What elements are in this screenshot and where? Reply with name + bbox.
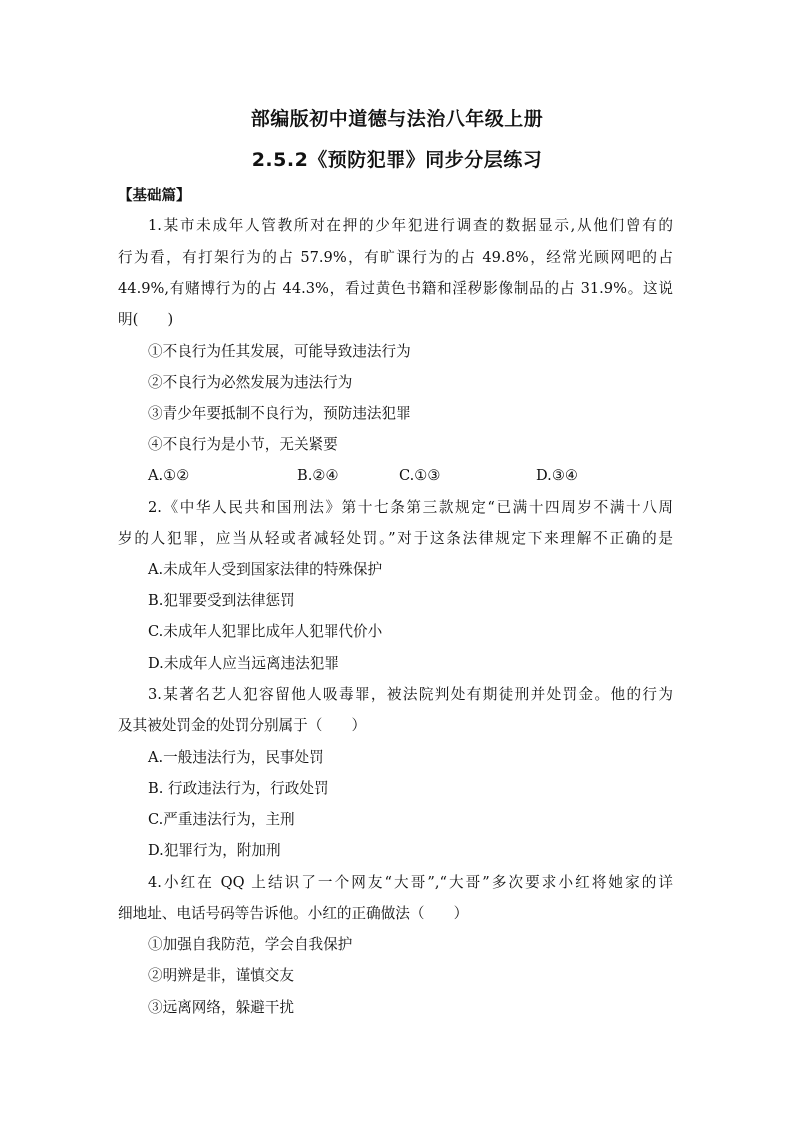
q1-option-b: B.②④: [297, 467, 339, 484]
q2-option-c: C.未成年人犯罪比成年人犯罪代价小: [148, 623, 383, 640]
q2-stem-line: 2.《中华人民共和国刑法》第十七条第三款规定“已满十四周岁不满十八周: [148, 499, 673, 516]
q2-option-d: D.未成年人应当远离违法犯罪: [148, 655, 339, 672]
q4-statement: ②明辨是非，谨慎交友: [148, 967, 294, 984]
q3-stem-line: 3.某著名艺人犯容留他人吸毒罪，被法院判处有期徒刑并处罚金。他的行为: [148, 686, 673, 703]
q3-option-c: C.严重违法行为，主刑: [148, 811, 295, 828]
q4-statement: ③远离网络，躲避干扰: [148, 999, 294, 1016]
q1-statement: ③青少年要抵制不良行为，预防违法犯罪: [148, 405, 411, 422]
q4-stem-line: 4.小红在 QQ 上结识了一个网友“大哥”,“大哥”多次要求小红将她家的详: [148, 874, 673, 891]
q1-stem-line: 44.9%,有赌博行为的占 44.3%，看过黄色书籍和淫秽影像制品的占 31.9%。这说: [118, 280, 673, 297]
q1-option-d: D.③④: [536, 467, 578, 484]
q1-statement: ④不良行为是小节，无关紧要: [148, 436, 338, 453]
q1-stem-line: 1.某市未成年人管教所对在押的少年犯进行调查的数据显示,从他们曾有的: [148, 217, 673, 234]
q1-stem-line: 行为看，有打架行为的占 57.9%，有旷课行为的占 49.8%，经常光顾网吧的占: [118, 249, 673, 266]
q2-option-b: B.犯罪要受到法律惩罚: [148, 592, 295, 609]
q1-stem-line: 明( ): [118, 311, 174, 328]
q1-option-c: C.①③: [399, 467, 441, 484]
q3-option-d: D.犯罪行为，附加刑: [148, 842, 281, 859]
q2-stem-line: 岁的人犯罪，应当从轻或者减轻处罚。”对于这条法律规定下来理解不正确的是: [118, 530, 673, 547]
q3-option-b: B. 行政违法行为，行政处罚: [148, 780, 329, 797]
q1-statement: ②不良行为必然发展为违法行为: [148, 374, 353, 391]
q3-stem-line: 及其被处罚金的处罚分别属于（ ）: [118, 717, 367, 734]
q2-option-a: A.未成年人受到国家法律的特殊保护: [148, 561, 383, 578]
q4-statement: ①加强自我防范，学会自我保护: [148, 936, 353, 953]
q4-stem-line: 细地址、电话号码等告诉他。小红的正确做法（ ）: [118, 905, 469, 922]
q3-option-a: A.一般违法行为，民事处罚: [148, 749, 324, 766]
section-heading: 【基础篇】: [118, 188, 191, 204]
q1-option-a: A.①②: [148, 467, 190, 484]
document-subtitle: 2.5.2《预防犯罪》同步分层练习: [251, 149, 543, 171]
document-title: 部编版初中道德与法治八年级上册: [250, 108, 544, 130]
q1-statement: ①不良行为任其发展，可能导致违法行为: [148, 343, 411, 360]
